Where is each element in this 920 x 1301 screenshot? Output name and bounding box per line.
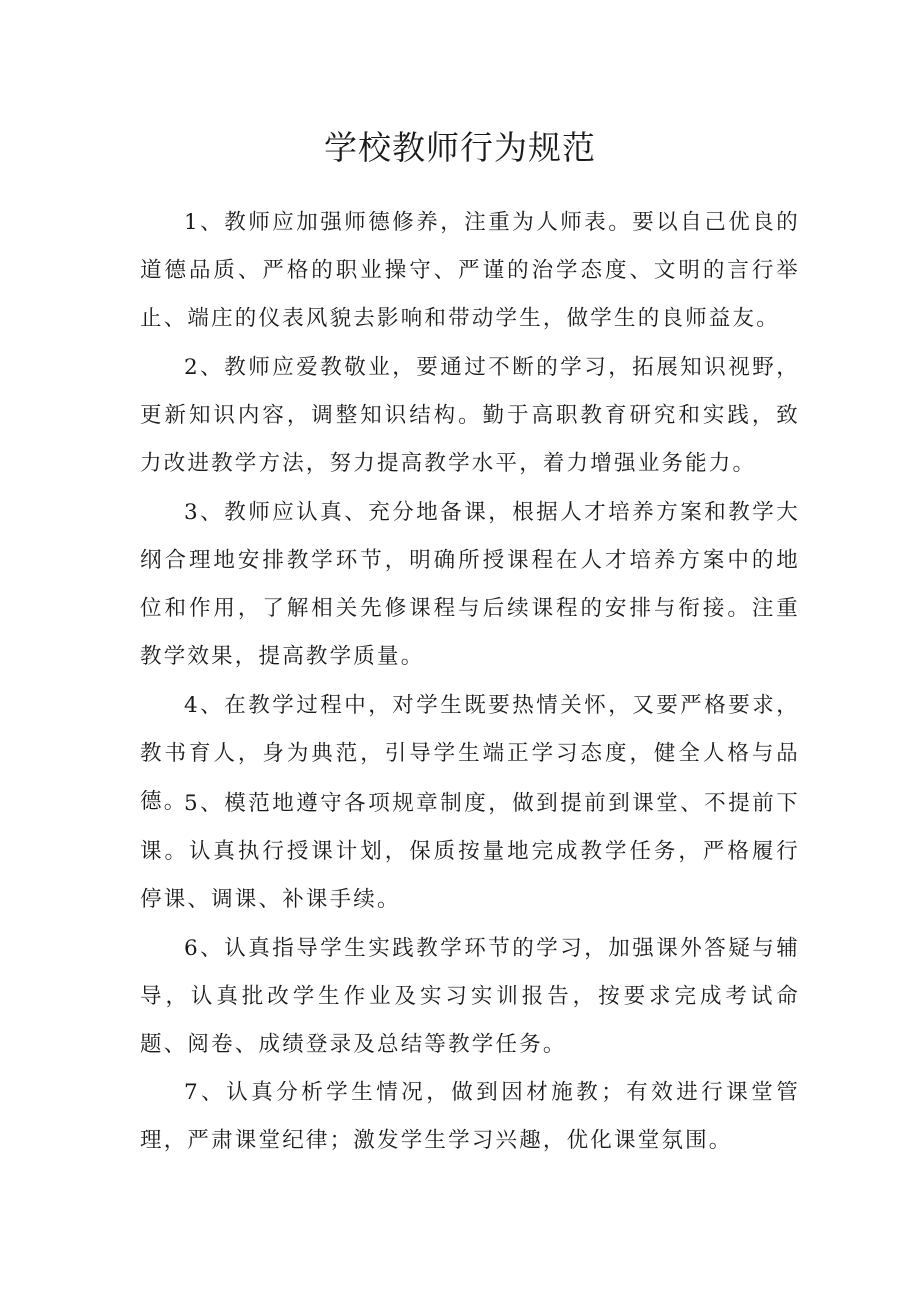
paragraph-3: 3、教师应认真、充分地备课，根据人才培养方案和教学大纲合理地安排教学环节，明确所授课程在人才培养方案中的地位和作用，了解相关先修课程与后续课程的安排与衔接。注重教学效果，提高教学质量。	[140, 500, 800, 669]
paragraph-1: 1、教师应加强师德修养，注重为人师表。要以自己优良的道德品质、严格的职业操守、严谨的治学态度、文明的言行举止、端庄的仪表风貌去影响和带动学生，做学生的良师益友。	[140, 210, 800, 331]
paragraph-5: 5、模范地遵守各项规章制度，做到提前到课堂、不提前下课。认真执行授课计划，保质按量地完成教学任务，严格履行停课、调课、补课手续。	[140, 791, 800, 912]
paragraph-2: 2、教师应爱教敬业，要通过不断的学习，拓展知识视野，更新知识内容，调整知识结构。勤于高职教育研究和实践，致力改进教学方法，努力提高教学水平，着力增强业务能力。	[140, 355, 800, 476]
paragraph-7: 7、认真分析学生情况，做到因材施教；有效进行课堂管理，严肃课堂纪律；激发学生学习兴趣，优化课堂氛围。	[140, 1080, 800, 1153]
paragraph-6: 6、认真指导学生实践教学环节的学习，加强课外答疑与辅导，认真批改学生作业及实习实训报告，按要求完成考试命题、阅卷、成绩登录及总结等教学任务。	[140, 936, 800, 1057]
paragraph-4: 4、在教学过程中，对学生既要热情关怀，又要严格要求，教书育人，身为典范，引导学生端正学习态度，健全人格与品德。	[140, 693, 800, 814]
document-title: 学校教师行为规范	[324, 128, 596, 167]
